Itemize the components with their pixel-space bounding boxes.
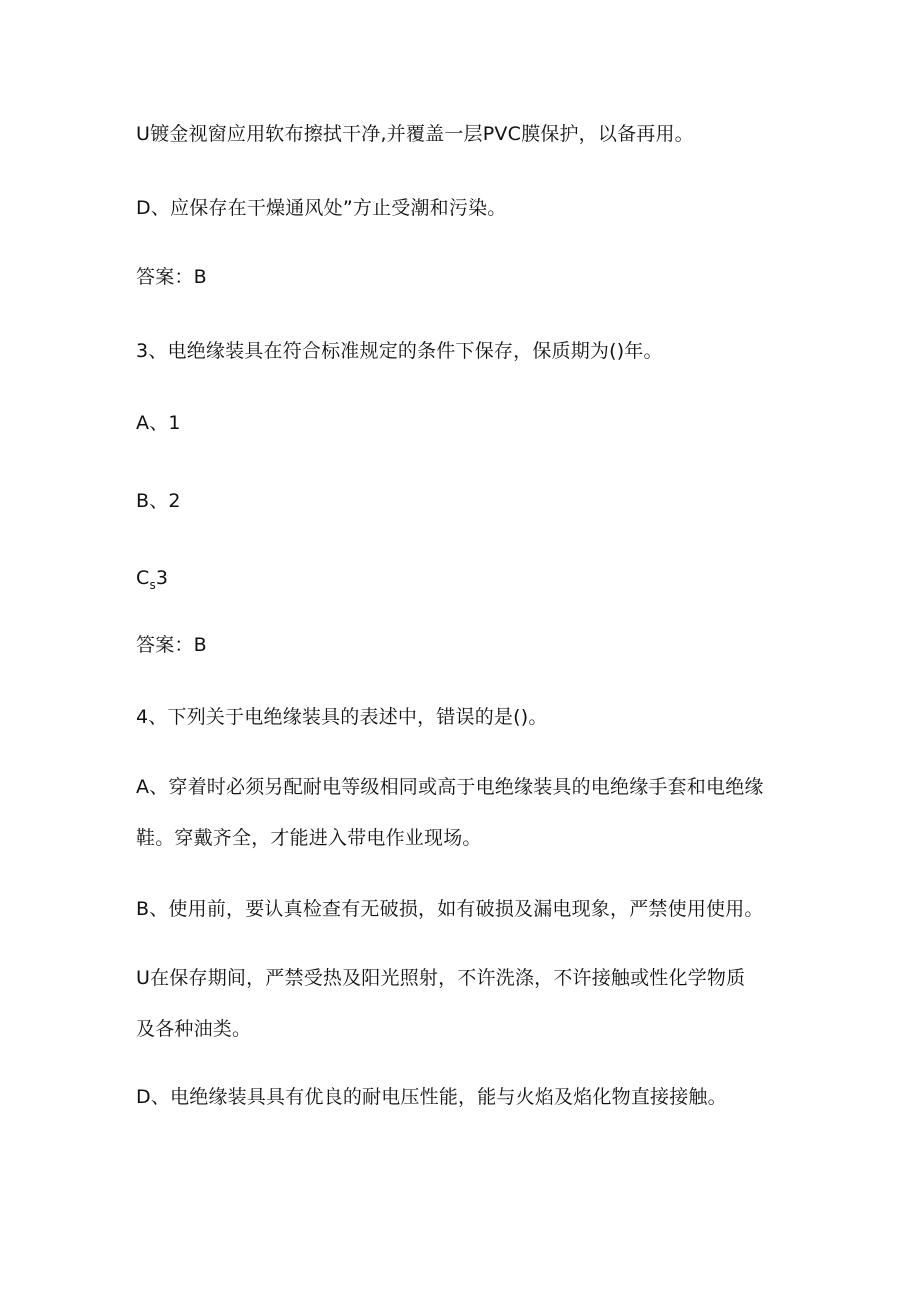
option-c-q4-line2: 及各种油类。 <box>136 1018 252 1040</box>
option-c-subscript: s <box>149 578 156 592</box>
option-c-letter: C <box>136 567 150 589</box>
question-3: 3、电绝缘装具在符合标准规定的条件下保存，保质期为()年。 <box>136 340 663 362</box>
option-a-q4-line2: 鞋。穿戴齐全，才能进入带电作业现场。 <box>136 827 482 849</box>
question-4: 4、下列关于电绝缘装具的表述中，错误的是()。 <box>136 706 548 728</box>
option-a-q4-line1: A、穿着时必须另配耐电等级相同或高于电绝缘装具的电绝缘手套和电绝缘 <box>136 776 764 798</box>
option-b-q3: B、2 <box>136 490 181 512</box>
option-c-q4-line1: U在保存期间，严禁受热及阳光照射，不许洗涤，不许接触或性化学物质 <box>136 967 746 989</box>
option-a-q3: A、1 <box>136 412 181 434</box>
answer-q3: 答案：B <box>136 634 207 656</box>
answer-q2: 答案：B <box>136 266 207 288</box>
option-d-q4: D、电绝缘装具具有优良的耐电压性能，能与火焰及焰化物直接接触。 <box>136 1086 727 1108</box>
option-c-q3 <box>136 566 168 597</box>
option-d-q2-text: D、应保存在干燥通风处”方止受潮和污染。 <box>136 197 507 219</box>
option-b-q4: B、使用前，要认真检查有无破损，如有破损及漏电现象，严禁使用使用。 <box>136 898 764 920</box>
option-c-value: 3 <box>155 567 169 589</box>
option-c-q2-text: U镀金视窗应用软布擦拭干净,并覆盖一层PVC膜保护，以备再用。 <box>136 123 694 145</box>
